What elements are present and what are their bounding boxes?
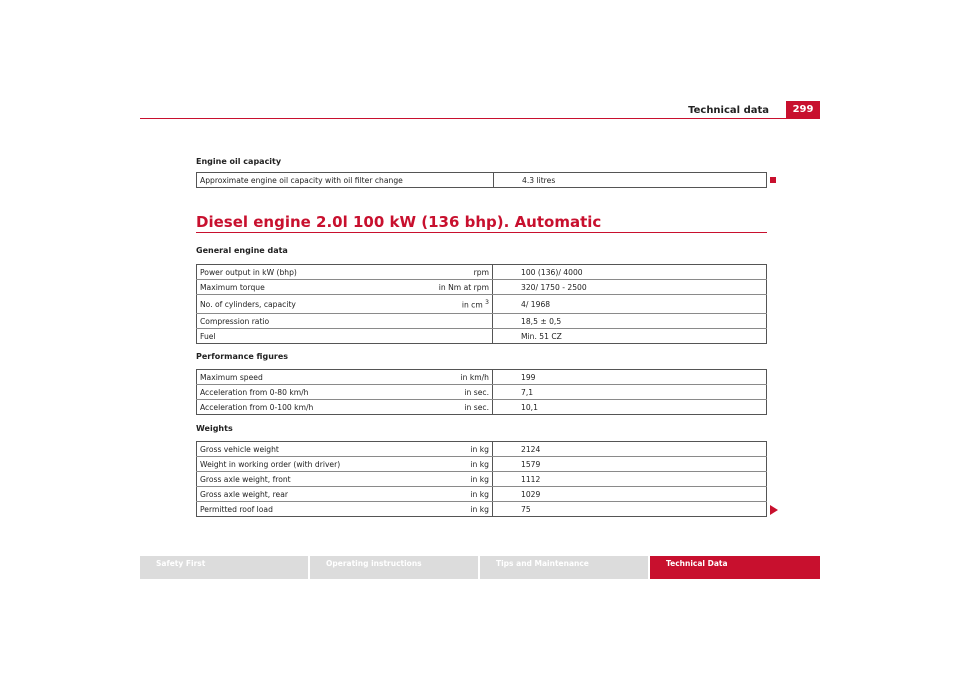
row-value: 1029 — [493, 487, 767, 502]
table-row — [197, 385, 767, 400]
footer-tab-label: Tips and Maintenance — [496, 559, 589, 568]
table-row — [197, 329, 767, 344]
page-number: 299 — [786, 101, 820, 118]
table-row — [197, 370, 767, 385]
table-row — [197, 280, 767, 295]
title-underline — [196, 232, 767, 233]
row-value: 1579 — [493, 457, 767, 472]
table-row — [197, 314, 767, 329]
row-unit: in kg — [413, 502, 493, 517]
footer-tab-safety-first[interactable] — [140, 556, 308, 579]
header-divider — [140, 118, 820, 119]
row-value: 4/ 1968 — [493, 295, 767, 314]
row-value: 320/ 1750 - 2500 — [493, 280, 767, 295]
continue-arrow-icon — [770, 505, 778, 515]
row-unit — [413, 329, 493, 344]
row-value: 4.3 litres — [522, 175, 556, 185]
table-row — [197, 457, 767, 472]
row-label: Weight in working order (with driver) — [197, 457, 414, 472]
row-value: 100 (136)/ 4000 — [493, 265, 767, 280]
row-unit-superscript: 3 — [485, 298, 489, 306]
footer-tab-label: Safety First — [156, 559, 206, 568]
row-unit — [413, 295, 493, 314]
row-label: Gross axle weight, rear — [197, 487, 414, 502]
row-label: Approximate engine oil capacity with oil filter change — [197, 173, 494, 188]
row-label: Maximum torque — [197, 280, 414, 295]
row-value: 7,1 — [493, 385, 767, 400]
row-unit: in km/h — [413, 370, 493, 385]
row-value: 2124 — [493, 442, 767, 457]
row-unit: in kg — [413, 487, 493, 502]
row-unit: in kg — [413, 442, 493, 457]
footer-tab-operating-instructions[interactable] — [310, 556, 478, 579]
row-value: 10,1 — [521, 402, 538, 412]
row-value: 18,5 ± 0,5 — [493, 314, 767, 329]
row-label: Power output in kW (bhp) — [197, 265, 414, 280]
table-row — [197, 173, 767, 188]
footer-tab-label: Technical Data — [666, 559, 728, 568]
row-value: 75 — [521, 504, 531, 514]
table-row — [197, 442, 767, 457]
row-label: Gross vehicle weight — [197, 442, 414, 457]
table-row — [197, 472, 767, 487]
weights-table — [196, 441, 767, 517]
footer-tab-tips-maintenance[interactable] — [480, 556, 648, 579]
row-label: Fuel — [200, 331, 216, 341]
general-section-label: General engine data — [196, 246, 288, 255]
row-label: Maximum speed — [197, 370, 414, 385]
row-label: Permitted roof load — [200, 504, 273, 514]
row-label: Gross axle weight, front — [197, 472, 414, 487]
page-title: Diesel engine 2.0l 100 kW (136 bhp). Automatic — [196, 213, 602, 231]
row-unit: in kg — [413, 472, 493, 487]
row-label: Acceleration from 0-80 km/h — [197, 385, 414, 400]
row-label: No. of cylinders, capacity — [197, 295, 414, 314]
row-value: 1112 — [493, 472, 767, 487]
row-unit: in Nm at rpm — [413, 280, 493, 295]
weights-section-label: Weights — [196, 424, 233, 433]
row-value: 199 — [493, 370, 767, 385]
table-row — [197, 265, 767, 280]
performance-table — [196, 369, 767, 415]
table-row — [197, 502, 767, 517]
general-table — [196, 264, 767, 344]
row-unit-text: in cm — [461, 300, 483, 310]
performance-section-label: Performance figures — [196, 352, 289, 361]
footer-tab-label: Operating instructions — [326, 559, 422, 568]
oil-section-label: Engine oil capacity — [196, 157, 282, 166]
footer-tab-technical-data[interactable] — [650, 556, 820, 579]
row-unit: in sec. — [413, 400, 493, 415]
table-row — [197, 400, 767, 415]
oil-table — [196, 172, 767, 188]
row-label: Compression ratio — [197, 314, 414, 329]
table-row — [197, 487, 767, 502]
header-title: Technical data — [688, 105, 769, 116]
row-value: Min. 51 CZ — [521, 331, 562, 341]
row-unit: rpm — [413, 265, 493, 280]
table-row — [197, 295, 767, 314]
row-unit: in kg — [413, 457, 493, 472]
section-end-icon — [770, 177, 776, 183]
row-unit: in sec. — [413, 385, 493, 400]
row-unit — [413, 314, 493, 329]
row-label: Acceleration from 0-100 km/h — [200, 402, 314, 412]
